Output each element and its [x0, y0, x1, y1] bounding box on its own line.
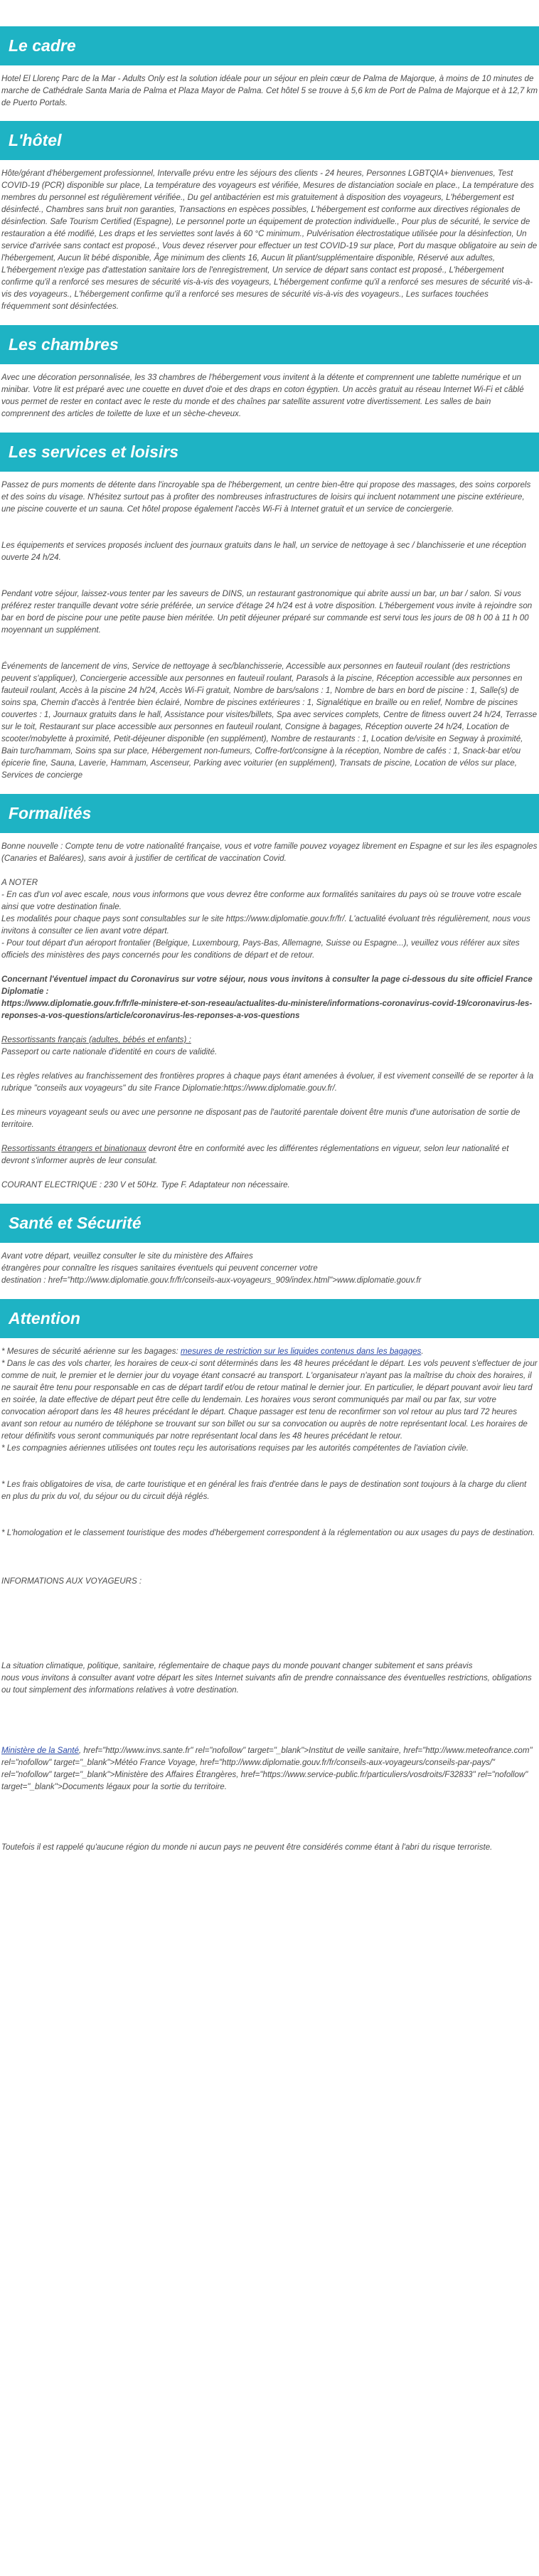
section-title-hotel: L'hôtel — [0, 121, 539, 160]
attention-text-1-prefix: * Mesures de sécurité aérienne sur les bagages: — [1, 1347, 181, 1356]
french-nationals-heading: Ressortissants français (adultes, bébés et enfants) : — [1, 1035, 191, 1044]
services-text-2: Les équipements et services proposés incluent des journaux gratuits dans le hall, un service de nettoyage à sec / blanchisserie et une réception ouverte 24 h/24. — [1, 541, 526, 562]
section-chambres — [0, 325, 539, 420]
attention-text-7-rest: , href="http://www.invs.sante.fr" rel="nofollow" target="_blank">Institut de veille sanitaire, href="http://www.meteofrance.com" rel="nofollow" target="_blank">Météo France Voyage, href="http://www.diplomatie.gouv.fr/fr/conseils-aux-voyageurs/conseils-par-pays/" rel="nofollow" target="_blank">Ministère des Affaires Étrangères, href="https://www.service-public.fr/particuliers/vosdroits/F32833" rel="nofollow" target="_blank">Documents légaux pour la sortie du territoire. — [1, 1746, 533, 1791]
formalites-text-1: Bonne nouvelle : Compte tenu de votre nationalité française, vous et votre famille pouvez voyagez librement en Espagne et sur les iles espagnoles (Canaries et Baléares), sans avoir à justifier de certificat de vaccination Covid. — [1, 842, 538, 863]
section-title-sante: Santé et Sécurité — [0, 1204, 539, 1243]
hotel-text: Hôte/gérant d'hébergement professionnel, Intervalle prévu entre les séjours des clients - 24 heures, Personnes LGBTQIA+ bienvenues, Test COVID-19 (PCR) disponible sur place, La température des voyageurs est vérifiée, Mesures de distanciation sociale en place., La température des membres du personnel est régulièrement vérifiée., Du gel antibactérien est mis gratuitement à disposition des voyageurs, L'hébergement est désinfecté., Chambres sans bruit non garanties, Transactions en espèces possibles, L'hébergement est conforme aux directives régionales de désinfection. Safe Tourism Certified (Espagne), Le personnel porte un équipement de protection individuelle., Pour plus de sécurité, le service de restauration a été modifié, Les draps et les serviettes sont lavés à 60 °C minimum., Pulvérisation électrostatique utilisée pour la désinfection, Un service d'arrivée sans contact est proposé., Vous devez réserver pour effectuer un test COVID-19 sur place, Port du masque obligatoire au sein de l'hébergement, Aucun lit bébé disponible, Âge minimum des clients 16, Aucun lit pliant/supplémentaire disponible, Réservé aux adultes, L'hébergement n'exige pas d'attestation sanitaire lors de l'enregistrement, Un service de départ sans contact est proposé., L'hébergement confirme qu'il a renforcé ses mesures de sécurité vis-à-vis des voyageurs, L'hébergement confirme qu'il a renforcé ses mesures de sécurité vis-à-vis des voyageurs., L'hébergement confirme qu'il a renforcé ses mesures de sécurité vis-à-vis des voyageurs., Les surfaces touchées fréquemment sont désinfectées. — [1, 169, 538, 311]
section-cadre — [0, 26, 539, 109]
section-title-attention: Attention — [0, 1299, 539, 1338]
section-sante — [0, 1204, 539, 1286]
section-title-services: Les services et loisirs — [0, 433, 539, 472]
attention-text-1-suffix: . — [421, 1347, 424, 1356]
formalites-text-7 — [1, 1143, 538, 1167]
section-hotel — [0, 121, 539, 312]
formalites-text-2: A NOTER - En cas d'un vol avec escale, nous vous informons que vous devrez être conforme aux formalités sanitaires du pays où se trouve votre escale ainsi que votre destination finale. Les modalités pour chaque pays sont consultables sur le site https://www.diplomatie.gouv.fr/fr/. L'actualité évoluant très régulièrement, nous vous invitons à consulter ce lien avant votre départ. - Pour tout départ d'un aéroport frontalier (Belgique, Luxembourg, Pays-Bas, Allemagne, Suisse ou Espagne...), veuillez vous référer aux sites officiels des ministères des pays concernés pour les conditions de départ et de retour. — [1, 878, 530, 960]
section-formalites — [0, 794, 539, 1191]
attention-text-3: * Les frais obligatoires de visa, de carte touristique et en général les frais d'entrée dans le pays de destination sont toujours à la charge du client en plus du prix du vol, du séjour ou du circuit déjà réglés. — [1, 1480, 527, 1501]
foreign-nationals-text: devront être en conformité avec les différentes réglementations en vigueur, selon leur nationalité et devront s'informer auprès de leur consulat. — [1, 1144, 509, 1165]
attention-text-7 — [1, 1744, 538, 1793]
health-ministry-link[interactable]: Ministère de la Santé — [1, 1746, 79, 1755]
section-services — [0, 433, 539, 781]
formalites-text-6: Les mineurs voyageant seuls ou avec une personne ne disposant pas de l'autorité parentale doivent être munis d'une autorisation de sortie de territoire. — [1, 1108, 521, 1129]
formalites-text-8: COURANT ELECTRIQUE : 230 V et 50Hz. Type F. Adaptateur non nécessaire. — [1, 1180, 290, 1189]
formalites-text-5: Les règles relatives au franchissement des frontières propres à chaque pays étant amenées à évoluer, il est vivement conseillé de se reporter à la rubrique "conseils aux voyageurs" du site France Diplomatie:https://www.diplomatie.gouv.fr/. — [1, 1071, 534, 1093]
formalites-text-3: Concernant l'éventuel impact du Coronavirus sur votre séjour, nous vous invitons à consulter la page ci-dessous du site officiel France Diplomatie : https://www.diplomatie.gouv.fr/fr/le-ministere-et-son-reseau/actualites-du-ministere/informations-coronavirus-covid-19/coronavirus-les-reponses-a-vos-questions/article/coronavirus-les-reponses-a-vos-questions — [1, 975, 533, 1020]
attention-text-8: Toutefois il est rappelé qu'aucune région du monde ni aucun pays ne peuvent être considérés comme étant à l'abri du risque terroriste. — [1, 1843, 493, 1852]
services-text-4: Événements de lancement de vins, Service de nettoyage à sec/blanchisserie, Accessible aux personnes en fauteuil roulant (des restrictions peuvent s'appliquer), Conciergerie accessible aux personnes en fauteuil roulant, Parasols à la piscine, Réception accessible aux personnes en fauteuil roulant, Accès à la piscine 24 h/24, Accès Wi-Fi gratuit, Nombre de bars/salons : 1, Nombre de bars en bord de piscine : 1, Salle(s) de soins spa, Chemin d'accès à l'entrée bien éclairé, Nombre de piscines extérieures : 1, Signalétique en braille ou en relief, Nombre de piscines couvertes : 1, Journaux gratuits dans le hall, Assistance pour visites/billets, Spa avec services complets, Centre de fitness ouvert 24 h/24, Terrasse sur le toit, Restaurant sur place accessible aux personnes en fauteuil roulant, Consigne à bagages, Réception ouverte 24 h/24, Location de scooter/mobylette à proximité, Petit-déjeuner disponible (en supplément), Nombre de restaurants : 1, Location de/visite en Segway à proximité, Bain turc/hammam, Soins spa sur place, Hébergement non-fumeurs, Coffre-fort/consigne à la réception, Nombre de cafés : 1, Snack-bar et/ou épicerie fine, Sauna, Laverie, Hammam, Ascenseur, Parking avec voiturier (en supplément), Transats de piscine, Location de vélos sur place, Services de concierge — [1, 662, 538, 780]
chambres-text: Avec une décoration personnalisée, les 33 chambres de l'hébergement vous invitent à la détente et comprennent une tablette numérique et un minibar. Votre lit est préparé avec une couette en duvet d'oie et des draps en coton égyptien. Un accès gratuit au réseau Internet Wi-Fi et câblé vous permet de rester en contact avec le reste du monde et des chaînes par satellite assurent votre divertissement. Les salles de bain comprennent des articles de toilette de luxe et un sèche-cheveux. — [1, 373, 524, 418]
foreign-nationals-heading: Ressortissants étrangers et binationaux — [1, 1144, 146, 1153]
section-title-chambres: Les chambres — [0, 325, 539, 364]
section-title-formalites: Formalités — [0, 794, 539, 833]
formalites-text-4-head — [1, 1034, 538, 1046]
services-text-1: Passez de purs moments de détente dans l'incroyable spa de l'hébergement, un centre bien-être qui propose des massages, des soins corporels et des soins du visage. N'hésitez surtout pas à profiter des nombreuses infrastructures de loisirs qui incluent notamment une piscine extérieure, une piscine couverte et un sauna. Cet hôtel propose également l'accès Wi-Fi à Internet gratuit et un service de conciergerie. — [1, 480, 531, 514]
attention-text-1 — [1, 1345, 538, 1357]
cadre-text: Hotel El Llorenç Parc de la Mar - Adults Only est la solution idéale pour un séjour en plein cœur de Palma de Majorque, à moins de 10 minutes de marche de Cathédrale Santa Maria de Palma et Plaza Mayor de Palma. Cet hôtel 5 se trouve à 5,6 km de Port de Palma de Majorque et à 12,7 km de Puerto Portals. — [1, 74, 538, 107]
liquids-restriction-link[interactable]: mesures de restriction sur les liquides contenus dans les bagages — [180, 1347, 422, 1356]
section-title-cadre: Le cadre — [0, 26, 539, 65]
section-attention — [0, 1299, 539, 1853]
sante-text: Avant votre départ, veuillez consulter le site du ministère des Affaires étrangères pour connaître les risques sanitaires éventuels qui peuvent concerner votre destination : href="http://www.diplomatie.gouv.fr/fr/conseils-aux-voyageurs_909/index.html">www.diplomatie.gouv.fr — [1, 1251, 422, 1285]
attention-text-2: * Dans le cas des vols charter, les horaires de ceux-ci sont déterminés dans les 48 heures précédant le départ. Les vols peuvent s'effectuer de jour comme de nuit, le premier et le dernier jour du voyage étant consacré au transport. L'organisateur n'ayant pas la maîtrise du choix des horaires, il ne saurait être tenu pour responsable en cas de départ tardif et/ou de retour matinal le dernier jour. En particulier, le départ pouvant avoir lieu tard en soirée, la date effective de départ peut être celle du lendemain. Les horaires vous seront communiqués par mail ou par fax, sur votre convocation aéroport dans les 48 heures précédant le départ. Chaque passager est tenu de reconfirmer son vol retour au plus tard 72 heures avant son retour au numéro de téléphone se trouvant sur son billet ou sur sa convocation ou auprès de notre représentant local. Les horaires de retour définitifs vous seront communiqués par notre représentant local dans les 48 heures précédant le retour. * Les compagnies aériennes utilisées ont toutes reçu les autorisations requises par les autorités compétentes de l'aviation civile. — [1, 1359, 538, 1453]
formalites-text-4-body: Passeport ou carte nationale d'identité en cours de validité. — [1, 1047, 218, 1056]
services-text-3: Pendant votre séjour, laissez-vous tenter par les saveurs de DINS, un restaurant gastronomique qui abrite aussi un bar, un bar / salon. Si vous préférez rester tranquille devant votre série préférée, un service d'étage 24 h/24 est à votre disposition. L'hébergement vous invite à rejoindre son bar en bord de piscine pour une petite pause bien méritée. Un petit déjeuner préparé sur commande est servi tous les jours de 08 h 00 à 11 h 00 moyennant un supplément. — [1, 589, 533, 635]
attention-text-5: INFORMATIONS AUX VOYAGEURS : — [1, 1576, 142, 1586]
attention-text-4: * L'homologation et le classement touristique des modes d'hébergement correspondent à la réglementation ou aux usages du pays de destination. — [1, 1528, 535, 1537]
attention-text-6: La situation climatique, politique, sanitaire, réglementaire de chaque pays du monde pouvant changer subitement et sans préavis nous vous invitons à consulter avant votre départ les sites Internet suivants afin de prendre connaissance des éventuelles restrictions, obligations ou tout simplement des informations relatives à votre destination. — [1, 1661, 532, 1695]
